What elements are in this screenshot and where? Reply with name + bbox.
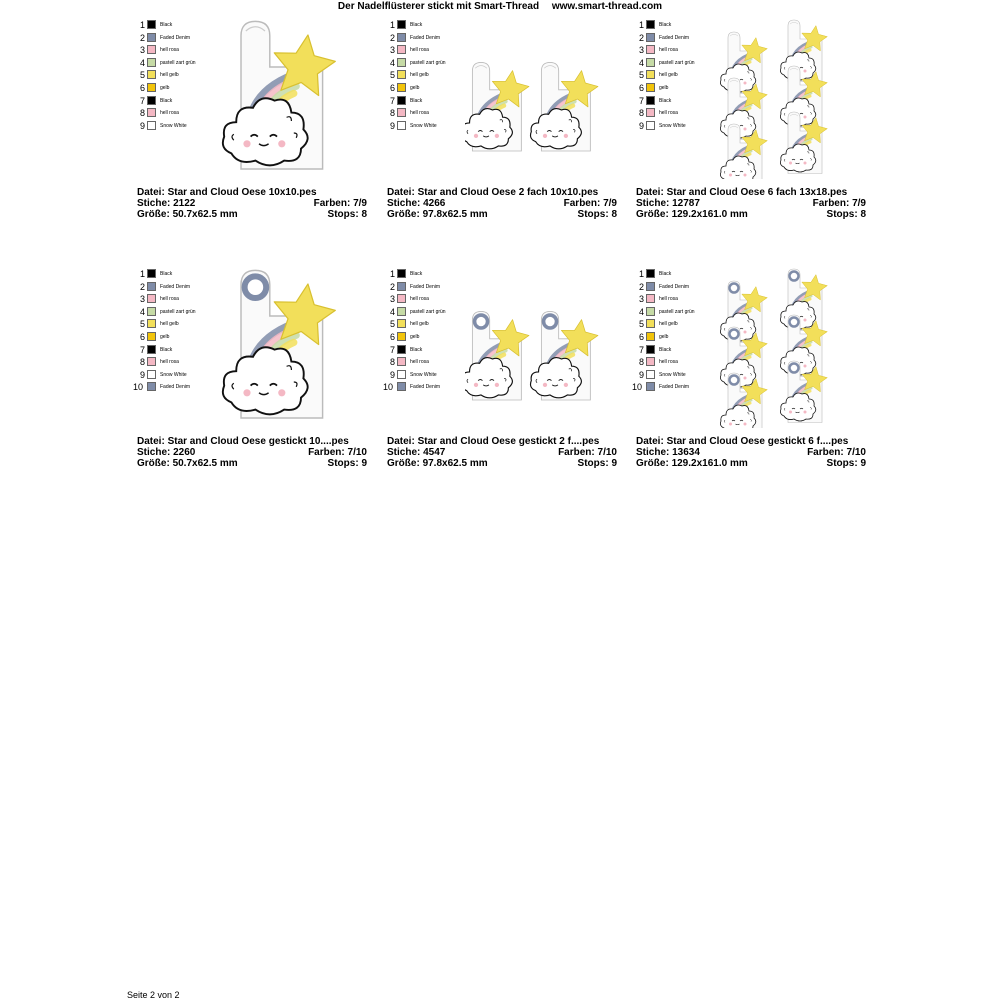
legend-thread-name: hell rosa xyxy=(410,359,429,366)
legend-thread-name: Snow White xyxy=(659,122,686,129)
legend-number: 5 xyxy=(389,70,395,81)
design-info xyxy=(636,436,866,469)
legend-swatch xyxy=(397,370,406,379)
legend-number: 3 xyxy=(139,45,145,56)
legend-thread-name: Snow White xyxy=(410,371,437,378)
legend-swatch xyxy=(147,45,156,54)
legend-number: 2 xyxy=(139,281,145,292)
legend-swatch xyxy=(646,20,655,29)
legend-thread-name: pastell zart grün xyxy=(410,59,446,66)
legend-swatch xyxy=(397,269,406,278)
stitch-count: Stiche: 4266 xyxy=(387,198,446,209)
stop-count: Stops: 9 xyxy=(826,458,866,469)
design-size: Größe: 97.8x62.5 mm xyxy=(387,458,488,469)
legend-swatch xyxy=(646,45,655,54)
legend-number: 3 xyxy=(638,45,644,56)
embroidery-svg xyxy=(714,19,864,179)
stop-count: Stops: 8 xyxy=(327,209,367,220)
legend-number: 3 xyxy=(139,294,145,305)
legend-thread-name: gelb xyxy=(160,334,170,340)
design-cell-5 xyxy=(383,268,619,500)
legend-thread-name: Faded Denim xyxy=(410,384,441,391)
legend-swatch xyxy=(147,96,156,105)
legend-number: 5 xyxy=(638,319,644,330)
legend-swatch xyxy=(397,45,406,54)
design-cell-4 xyxy=(133,268,369,500)
legend-swatch xyxy=(646,33,655,42)
file-name: Datei: Star and Cloud Oese gestickt 6 f....pes xyxy=(636,436,849,447)
embroidery-svg xyxy=(465,268,615,428)
legend-thread-name: hell gelb xyxy=(160,72,179,79)
legend-thread-name: Black xyxy=(410,22,423,28)
legend-swatch xyxy=(397,357,406,366)
embroidery-svg xyxy=(714,268,864,428)
legend-thread-name: Black xyxy=(410,346,423,353)
stitch-count: Stiche: 12787 xyxy=(636,198,700,209)
stop-count: Stops: 9 xyxy=(577,458,617,469)
stitch-count: Stiche: 4547 xyxy=(387,447,446,458)
legend-thread-name: hell rosa xyxy=(410,110,429,117)
legend-number: 6 xyxy=(638,332,644,342)
legend-number: 6 xyxy=(389,83,395,93)
legend-number: 7 xyxy=(389,95,395,106)
design-preview xyxy=(465,19,615,179)
legend-swatch xyxy=(646,96,655,105)
legend-thread-name: pastell zart grün xyxy=(659,308,695,315)
stitch-count: Stiche: 2260 xyxy=(137,447,196,458)
legend-swatch xyxy=(397,20,406,29)
legend-number: 4 xyxy=(389,57,395,68)
legend-swatch xyxy=(646,58,655,67)
legend-thread-name: hell rosa xyxy=(160,110,179,117)
stop-count: Stops: 8 xyxy=(826,209,866,220)
legend-swatch xyxy=(646,294,655,303)
legend-number: 7 xyxy=(139,95,145,106)
legend-swatch xyxy=(646,307,655,316)
color-count: Farben: 7/10 xyxy=(807,447,866,458)
design-size: Größe: 50.7x62.5 mm xyxy=(137,458,238,469)
legend-thread-name: Snow White xyxy=(160,371,187,378)
legend-swatch xyxy=(147,332,156,341)
legend-swatch xyxy=(147,282,156,291)
legend-thread-name: Black xyxy=(659,271,672,277)
legend-number: 3 xyxy=(389,294,395,305)
legend-thread-name: hell gelb xyxy=(659,321,678,328)
legend-thread-name: Faded Denim xyxy=(160,384,191,391)
legend-swatch xyxy=(646,370,655,379)
legend-thread-name: pastell zart grün xyxy=(410,308,446,315)
legend-number: 8 xyxy=(139,357,145,368)
legend-number: 10 xyxy=(383,382,394,393)
legend-swatch xyxy=(147,108,156,117)
legend-thread-name: hell gelb xyxy=(659,72,678,79)
legend-number: 9 xyxy=(638,120,644,131)
design-info xyxy=(137,436,367,469)
legend-thread-name: hell rosa xyxy=(659,47,678,54)
legend-thread-name: Faded Denim xyxy=(659,283,690,290)
stop-count: Stops: 8 xyxy=(577,209,617,220)
color-count: Farben: 7/9 xyxy=(313,198,367,209)
legend-swatch xyxy=(646,108,655,117)
legend-thread-name: Black xyxy=(659,97,672,104)
embroidery-svg xyxy=(215,19,365,179)
legend-thread-name: hell rosa xyxy=(160,47,179,54)
legend-swatch xyxy=(147,58,156,67)
legend-thread-name: Faded Denim xyxy=(160,34,191,41)
color-count: Farben: 7/10 xyxy=(558,447,617,458)
design-cell-6 xyxy=(632,268,868,500)
legend-swatch xyxy=(397,58,406,67)
legend-swatch xyxy=(646,382,655,391)
legend-swatch xyxy=(147,269,156,278)
legend-swatch xyxy=(147,382,156,391)
embroidery-svg xyxy=(465,19,615,179)
legend-number: 9 xyxy=(389,120,395,131)
legend-swatch xyxy=(397,33,406,42)
embroidery-svg xyxy=(215,268,365,428)
legend-thread-name: Snow White xyxy=(410,122,437,129)
legend-number: 8 xyxy=(638,357,644,368)
legend-number: 1 xyxy=(638,20,644,30)
legend-number: 8 xyxy=(389,108,395,119)
legend-thread-name: Black xyxy=(160,346,173,353)
legend-thread-name: Black xyxy=(410,97,423,104)
legend-swatch xyxy=(147,357,156,366)
legend-swatch xyxy=(646,83,655,92)
legend-thread-name: gelb xyxy=(410,85,420,91)
legend-swatch xyxy=(646,282,655,291)
legend-thread-name: Faded Denim xyxy=(410,283,441,290)
legend-thread-name: Black xyxy=(160,271,173,277)
legend-thread-name: Snow White xyxy=(160,122,187,129)
legend-number: 2 xyxy=(389,281,395,292)
legend-thread-name: gelb xyxy=(659,334,669,340)
legend-number: 9 xyxy=(139,120,145,131)
legend-number: 2 xyxy=(638,32,644,43)
legend-swatch xyxy=(646,121,655,130)
color-count: Farben: 7/10 xyxy=(308,447,367,458)
legend-number: 7 xyxy=(638,344,644,355)
legend-swatch xyxy=(147,70,156,79)
legend-thread-name: gelb xyxy=(160,85,170,91)
legend-swatch xyxy=(646,357,655,366)
legend-swatch xyxy=(397,70,406,79)
legend-number: 1 xyxy=(139,269,145,279)
legend-swatch xyxy=(397,319,406,328)
file-name: Datei: Star and Cloud Oese 10x10.pes xyxy=(137,187,317,198)
legend-swatch xyxy=(147,294,156,303)
legend-swatch xyxy=(397,345,406,354)
legend-number: 4 xyxy=(139,306,145,317)
design-size: Größe: 129.2x161.0 mm xyxy=(636,458,748,469)
legend-swatch xyxy=(147,83,156,92)
legend-thread-name: pastell zart grün xyxy=(160,59,196,66)
legend-number: 9 xyxy=(389,369,395,380)
legend-thread-name: pastell zart grün xyxy=(659,59,695,66)
legend-number: 8 xyxy=(139,108,145,119)
legend-thread-name: Black xyxy=(659,22,672,28)
legend-number: 4 xyxy=(638,57,644,68)
legend-number: 4 xyxy=(389,306,395,317)
legend-thread-name: hell rosa xyxy=(160,359,179,366)
design-preview xyxy=(714,268,864,428)
legend-thread-name: hell rosa xyxy=(410,47,429,54)
legend-swatch xyxy=(646,345,655,354)
design-size: Größe: 129.2x161.0 mm xyxy=(636,209,748,220)
legend-number: 10 xyxy=(133,382,144,393)
legend-thread-name: Faded Denim xyxy=(160,283,191,290)
legend-swatch xyxy=(147,121,156,130)
legend-number: 5 xyxy=(638,70,644,81)
legend-swatch xyxy=(147,33,156,42)
legend-number: 3 xyxy=(638,294,644,305)
design-cell-1 xyxy=(137,19,369,251)
legend-thread-name: Black xyxy=(410,271,423,277)
legend-number: 7 xyxy=(389,344,395,355)
design-preview xyxy=(714,19,864,179)
legend-number: 4 xyxy=(139,57,145,68)
legend-number: 8 xyxy=(638,108,644,119)
legend-thread-name: hell gelb xyxy=(410,72,429,79)
legend-number: 1 xyxy=(389,20,395,30)
legend-swatch xyxy=(397,108,406,117)
legend-number: 9 xyxy=(139,369,145,380)
legend-swatch xyxy=(646,319,655,328)
design-preview xyxy=(215,268,365,428)
legend-number: 5 xyxy=(389,319,395,330)
color-count: Farben: 7/9 xyxy=(563,198,617,209)
legend-swatch xyxy=(397,307,406,316)
legend-number: 10 xyxy=(632,382,643,393)
legend-swatch xyxy=(147,319,156,328)
header-url: www.smart-thread.com xyxy=(551,1,663,12)
legend-thread-name: gelb xyxy=(410,334,420,340)
legend-thread-name: hell rosa xyxy=(659,110,678,117)
legend-swatch xyxy=(147,370,156,379)
legend-number: 8 xyxy=(389,357,395,368)
legend-thread-name: Black xyxy=(160,22,173,28)
design-info xyxy=(137,187,367,220)
file-name: Datei: Star and Cloud Oese 2 fach 10x10.pes xyxy=(387,187,599,198)
design-info xyxy=(636,187,866,220)
legend-number: 2 xyxy=(389,32,395,43)
legend-thread-name: Black xyxy=(160,97,173,104)
legend-swatch xyxy=(646,332,655,341)
legend-number: 3 xyxy=(389,45,395,56)
design-preview xyxy=(465,268,615,428)
design-size: Größe: 97.8x62.5 mm xyxy=(387,209,488,220)
legend-thread-name: hell gelb xyxy=(160,321,179,328)
legend-swatch xyxy=(397,121,406,130)
file-name: Datei: Star and Cloud Oese 6 fach 13x18.pes xyxy=(636,187,848,198)
legend-swatch xyxy=(397,83,406,92)
legend-thread-name: Faded Denim xyxy=(410,34,441,41)
legend-thread-name: Faded Denim xyxy=(659,34,690,41)
legend-thread-name: Black xyxy=(659,346,672,353)
legend-number: 2 xyxy=(638,281,644,292)
legend-swatch xyxy=(397,382,406,391)
design-size: Größe: 50.7x62.5 mm xyxy=(137,209,238,220)
legend-swatch xyxy=(397,332,406,341)
color-count: Farben: 7/9 xyxy=(812,198,866,209)
stitch-count: Stiche: 13634 xyxy=(636,447,700,458)
page-header xyxy=(0,1,1000,12)
legend-thread-name: Faded Denim xyxy=(659,384,690,391)
stitch-count: Stiche: 2122 xyxy=(137,198,196,209)
legend-swatch xyxy=(147,20,156,29)
legend-number: 5 xyxy=(139,319,145,330)
design-preview xyxy=(215,19,365,179)
legend-number: 6 xyxy=(389,332,395,342)
file-name: Datei: Star and Cloud Oese gestickt 10....pes xyxy=(137,436,349,447)
legend-number: 1 xyxy=(139,20,145,30)
legend-number: 1 xyxy=(389,269,395,279)
design-cell-3 xyxy=(636,19,868,251)
legend-swatch xyxy=(397,96,406,105)
legend-thread-name: hell rosa xyxy=(659,359,678,366)
legend-number: 7 xyxy=(638,95,644,106)
legend-number: 7 xyxy=(139,344,145,355)
legend-number: 2 xyxy=(139,32,145,43)
legend-thread-name: pastell zart grün xyxy=(160,308,196,315)
stop-count: Stops: 9 xyxy=(327,458,367,469)
legend-number: 4 xyxy=(638,306,644,317)
legend-thread-name: hell gelb xyxy=(410,321,429,328)
design-info xyxy=(387,436,617,469)
legend-thread-name: hell rosa xyxy=(659,296,678,303)
legend-number: 9 xyxy=(638,369,644,380)
legend-swatch xyxy=(397,294,406,303)
legend-swatch xyxy=(646,269,655,278)
legend-thread-name: Snow White xyxy=(659,371,686,378)
file-name: Datei: Star and Cloud Oese gestickt 2 f....pes xyxy=(387,436,600,447)
legend-number: 6 xyxy=(139,332,145,342)
legend-thread-name: gelb xyxy=(659,85,669,91)
legend-number: 6 xyxy=(139,83,145,93)
design-info xyxy=(387,187,617,220)
legend-swatch xyxy=(147,307,156,316)
legend-number: 6 xyxy=(638,83,644,93)
page-footer: Seite 2 von 2 xyxy=(127,990,180,1000)
legend-swatch xyxy=(646,70,655,79)
legend-thread-name: hell rosa xyxy=(160,296,179,303)
legend-number: 5 xyxy=(139,70,145,81)
legend-thread-name: hell rosa xyxy=(410,296,429,303)
header-title: Der Nadelflüsterer stickt mit Smart-Thread xyxy=(337,1,540,12)
legend-swatch xyxy=(147,345,156,354)
legend-number: 1 xyxy=(638,269,644,279)
design-cell-2 xyxy=(387,19,619,251)
legend-swatch xyxy=(397,282,406,291)
